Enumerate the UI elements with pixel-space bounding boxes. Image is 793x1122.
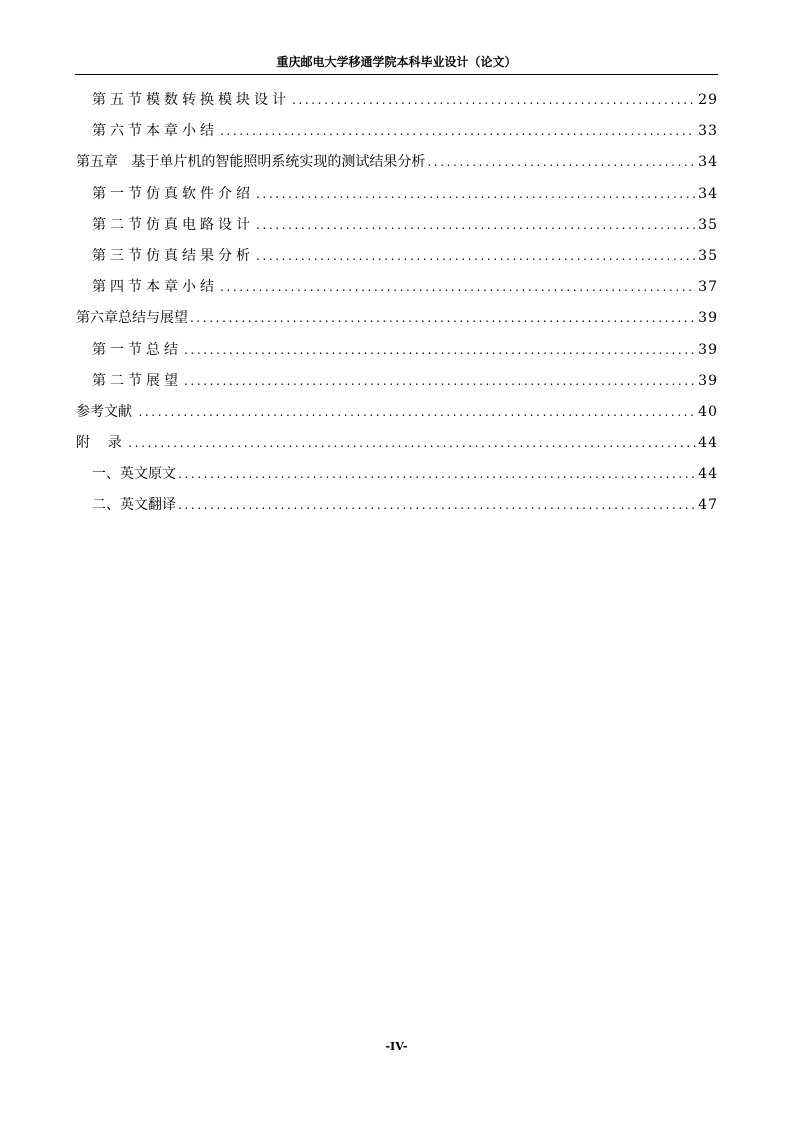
toc-entry-title: 二、英文翻译 [92, 497, 176, 514]
toc-entry-page: 44 [698, 435, 718, 452]
toc-dot-leader [220, 273, 696, 301]
toc-dot-leader [178, 491, 696, 519]
toc-entry[interactable] [76, 304, 718, 335]
toc-entry-title: 第二节仿真电路设计 [92, 216, 254, 233]
page-footer [0, 1040, 793, 1053]
toc-dot-leader [184, 336, 696, 364]
toc-entry-title: 第一节仿真软件介绍 [92, 185, 254, 202]
toc-entry-title: 第六章总结与展望 [76, 310, 188, 327]
page-number: -IV- [385, 1040, 408, 1053]
toc-dot-leader [427, 148, 696, 176]
toc-entry-page: 34 [698, 185, 718, 202]
toc-entry-page: 33 [698, 123, 718, 140]
table-of-contents [76, 86, 718, 523]
toc-entry-page: 39 [698, 372, 718, 389]
toc-entry-title: 第四节本章小结 [92, 279, 218, 296]
toc-entry-title: 第一节总结 [92, 341, 182, 358]
toc-entry-page: 40 [698, 403, 718, 420]
toc-entry[interactable] [76, 429, 718, 460]
toc-entry[interactable] [76, 273, 718, 304]
toc-dot-leader [220, 117, 696, 145]
toc-entry-page: 39 [698, 341, 718, 358]
toc-dot-leader [190, 304, 696, 332]
toc-dot-leader [256, 180, 696, 208]
toc-entry-page: 35 [698, 247, 718, 264]
toc-dot-leader [128, 429, 696, 457]
toc-entry-page: 44 [698, 466, 718, 483]
toc-dot-leader [292, 86, 696, 114]
toc-dot-leader [184, 367, 696, 395]
toc-entry[interactable] [76, 180, 718, 211]
page-header [75, 52, 718, 75]
toc-entry[interactable] [76, 491, 718, 522]
toc-entry-page: 47 [698, 497, 718, 514]
toc-entry-title: 第五章 基于单片机的智能照明系统实现的测试结果分析 [76, 154, 426, 171]
toc-entry[interactable] [76, 398, 718, 429]
toc-entry-page: 39 [698, 310, 718, 327]
toc-entry-title: 第五节模数转换模块设计 [92, 92, 290, 108]
toc-entry-page: 35 [698, 216, 718, 233]
toc-entry-page: 37 [698, 279, 718, 296]
toc-entry-title: 附 录 [76, 435, 127, 452]
toc-entry[interactable] [76, 211, 718, 242]
header-title: 重庆邮电大学移通学院本科毕业设计（论文） [276, 55, 517, 69]
toc-entry[interactable] [76, 242, 718, 273]
toc-entry-page: 34 [698, 154, 718, 171]
toc-entry[interactable] [76, 367, 718, 398]
toc-entry-page: 29 [698, 92, 718, 108]
toc-dot-leader [138, 398, 696, 426]
toc-entry[interactable] [76, 460, 718, 491]
toc-entry[interactable] [76, 336, 718, 367]
toc-entry[interactable] [76, 117, 718, 148]
toc-dot-leader [256, 242, 696, 270]
toc-entry[interactable] [76, 148, 718, 179]
toc-entry-title: 一、英文原文 [92, 466, 176, 483]
toc-dot-leader [178, 460, 696, 488]
toc-entry-title: 参考文献 [76, 403, 137, 420]
toc-entry-title: 第六节本章小结 [92, 123, 218, 140]
toc-entry-title: 第三节仿真结果分析 [92, 247, 254, 264]
toc-entry[interactable] [76, 86, 718, 117]
toc-dot-leader [256, 211, 696, 239]
toc-entry-title: 第二节展望 [92, 372, 182, 389]
